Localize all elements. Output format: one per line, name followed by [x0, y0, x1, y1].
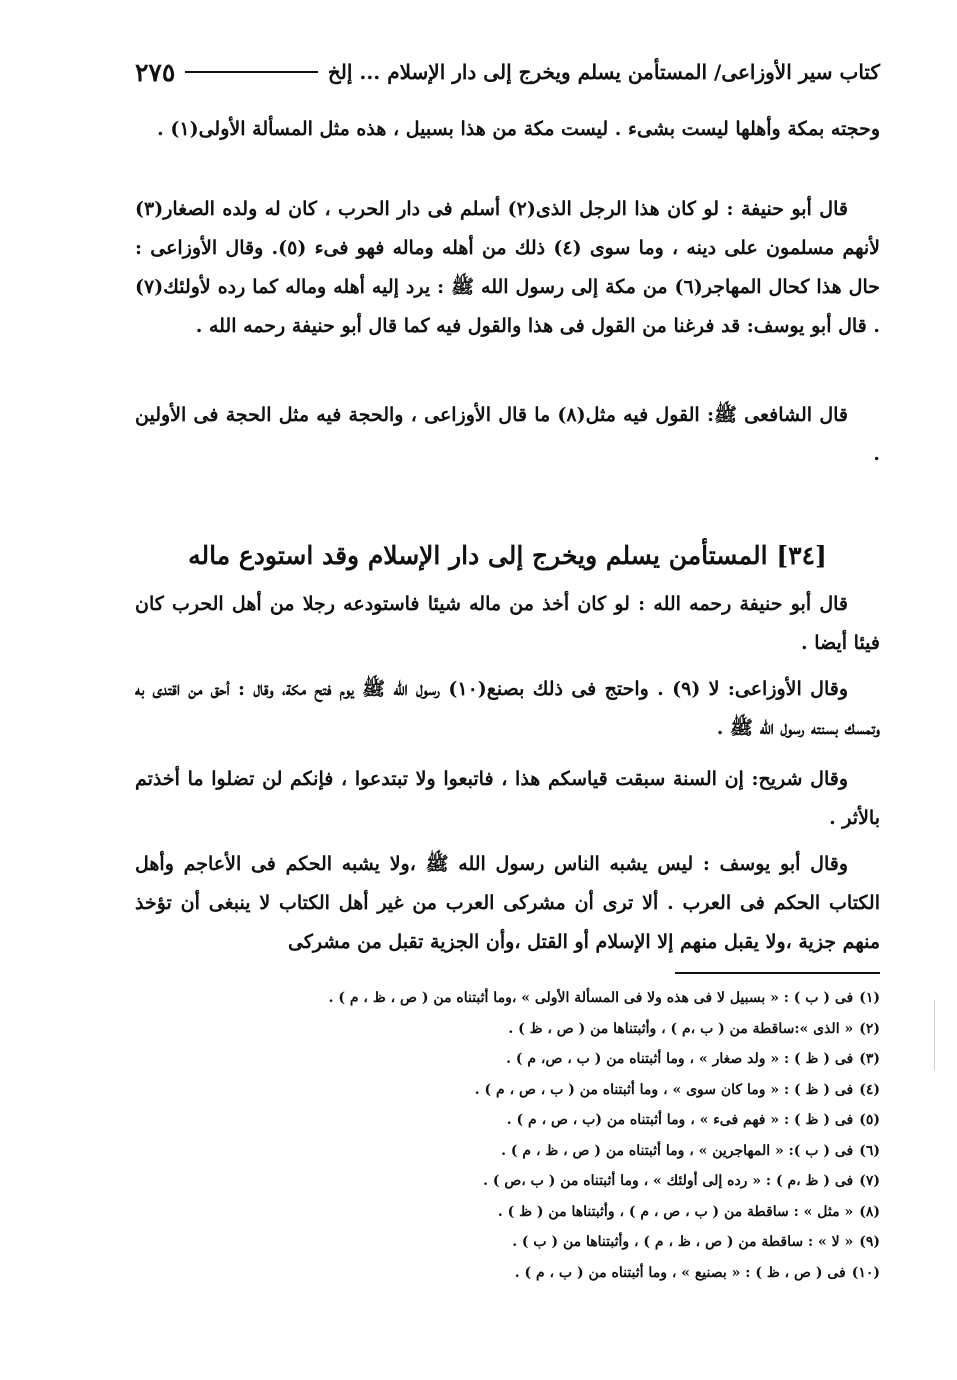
- footnote-number: (٤): [859, 1081, 880, 1098]
- scan-artifact: [934, 1000, 935, 1070]
- footnote-text: فى ( ص ، ظ ) : « بصنيع » ، وما أثبتناه من ( ب ، م ) .: [514, 1264, 846, 1281]
- section-heading: [٣٤] المستأمن يسلم ويخرج إلى دار الإسلام وقد استودع ماله: [188, 541, 827, 570]
- paragraph: وقال أبو يوسف : ليس يشبه الناس رسول الله ﷺ ،ولا يشبه الحكم فى الأعاجم وأهل الكتاب الحكم فى العرب . ألا ترى أن مشركى العرب من غير أهل الكتاب لا ينبغى أن تؤخذ منهم جزية ،ولا يقبل منهم إلا الإسلام أو القتل ،وأن الجزية تقبل من مشركى: [135, 853, 880, 953]
- footnote-number: (٧): [859, 1173, 880, 1189]
- footnote: [135, 1227, 880, 1258]
- footnote: [135, 1044, 880, 1075]
- footnote-text: « الذى »:ساقطة من ( ب ،م ) ، وأثبتناها من ( ص ، ظ ) .: [508, 1020, 854, 1037]
- paragraph-block: [135, 845, 880, 962]
- footnote: [135, 1105, 880, 1136]
- footnote-text: فى ( ب ): « المهاجرين » ، وما أثبتناه من ( ص ، ظ ، م ) .: [501, 1142, 854, 1159]
- footnote: [135, 1258, 880, 1289]
- footnote: [135, 1197, 880, 1228]
- footnote: [135, 1136, 880, 1167]
- paragraph-block: [135, 585, 880, 663]
- paragraph-block: [135, 396, 880, 474]
- paragraph: قال أبو حنيفة رحمه الله : لو كان أخذ من ماله شيئا فاستودعه رجلا من أهل الحرب كان فيئا أيضا .: [135, 593, 880, 654]
- footnote: [135, 1014, 880, 1045]
- footnotes: [135, 983, 880, 1288]
- paragraph: وحجته بمكة وأهلها ليست بشىء . ليست مكة من هذا بسبيل ، هذه مثل المسألة الأولى(١) .: [157, 118, 880, 140]
- footnote-text: فى ( ظ ،م ) : « رده إلى أولئك » ، وما أثبتناه من ( ب ،ص ) .: [483, 1173, 854, 1189]
- footnote-number: (١٠): [851, 1264, 880, 1281]
- paragraph-block: [135, 670, 880, 748]
- footnote-number: (٥): [859, 1112, 880, 1128]
- footnote: [135, 983, 880, 1014]
- page-number: ٢٧٥: [135, 57, 176, 87]
- footnote-text: « مثل » : ساقطة من ( ب ، ص ، م ) ، وأثبتناها من ( ظ ) .: [497, 1203, 854, 1220]
- paragraph: وقال شريح: إن السنة سبقت قياسكم هذا ، فاتبعوا ولا تبتدعوا ، فإنكم لن تضلوا ما أخذتم بالأثر .: [135, 768, 880, 829]
- running-header: [135, 52, 880, 92]
- footnote: [135, 1075, 880, 1106]
- paragraph: قال الشافعى ﷺ: القول فيه مثل(٨) ما قال الأوزاعى ، والحجة فيه مثل الحجة فى الأولين .: [135, 404, 880, 465]
- footnote-rule: [675, 972, 880, 974]
- paragraph: قال أبو حنيفة : لو كان هذا الرجل الذى(٢) أسلم فى دار الحرب ، كان له ولده الصغار(٣) لأنهم مسلمون على دينه ، وما سوى (٤) ذلك من أهله وماله فهو فىء (٥). وقال الأوزاعى : حال هذا كحال المهاجر(٦) من مكة إلى رسول الله ﷺ : يرد إليه أهله وماله كما رده لأولئك(٧) . قال أبو يوسف: قد فرغنا من القول فى هذا والقول فيه كما قال أبو حنيفة رحمه الله .: [135, 198, 881, 337]
- footnote-number: (١): [859, 990, 880, 1006]
- footnote: [135, 1166, 880, 1197]
- footnote-number: (٦): [859, 1142, 880, 1159]
- continuation-text: [135, 110, 880, 149]
- footnote-number: (٩): [859, 1234, 880, 1250]
- paragraph-block: [135, 760, 880, 838]
- footnote-text: فى ( ظ ) : « ولد صغار » ، وما أثبتناه من ( ب ، ص، م ) .: [506, 1051, 854, 1067]
- header-rule: [185, 71, 318, 73]
- paragraph-block: [135, 190, 880, 346]
- footnote-text: فى ( ظ ) : « فهم فىء » ، وما أثبتناه من (ب ، ص ، م ) .: [506, 1112, 854, 1128]
- footnote-number: (٨): [859, 1203, 880, 1220]
- footnote-text: « لا » : ساقطة من ( ص ، ظ ، م ) ، وأثبتناها من ( ب ) .: [512, 1234, 854, 1250]
- paragraph: وقال الأوزاعى: لا (٩) . واحتج فى ذلك بصنع(١٠) رسول الله ﷺ يوم فتح مكة، وقال : أحق من اقتدى به وتمسك بسنته رسول الله ﷺ .: [135, 678, 880, 739]
- footnote-number: (٢): [859, 1020, 880, 1037]
- footnote-text: فى ( ب ) : « بسبيل لا فى هذه ولا فى المسألة الأولى » ،وما أثبتناه من ( ص ، ظ ، م ) .: [328, 990, 854, 1006]
- footnote-text: فى ( ظ ) : « وما كان سوى » ، وما أثبتناه من ( ب ، ص ، م ) .: [474, 1081, 854, 1098]
- footnote-number: (٣): [859, 1051, 880, 1067]
- running-header-title: كتاب سير الأوزاعى/ المستأمن يسلم ويخرج إلى دار الإسلام ... إلخ: [327, 60, 880, 84]
